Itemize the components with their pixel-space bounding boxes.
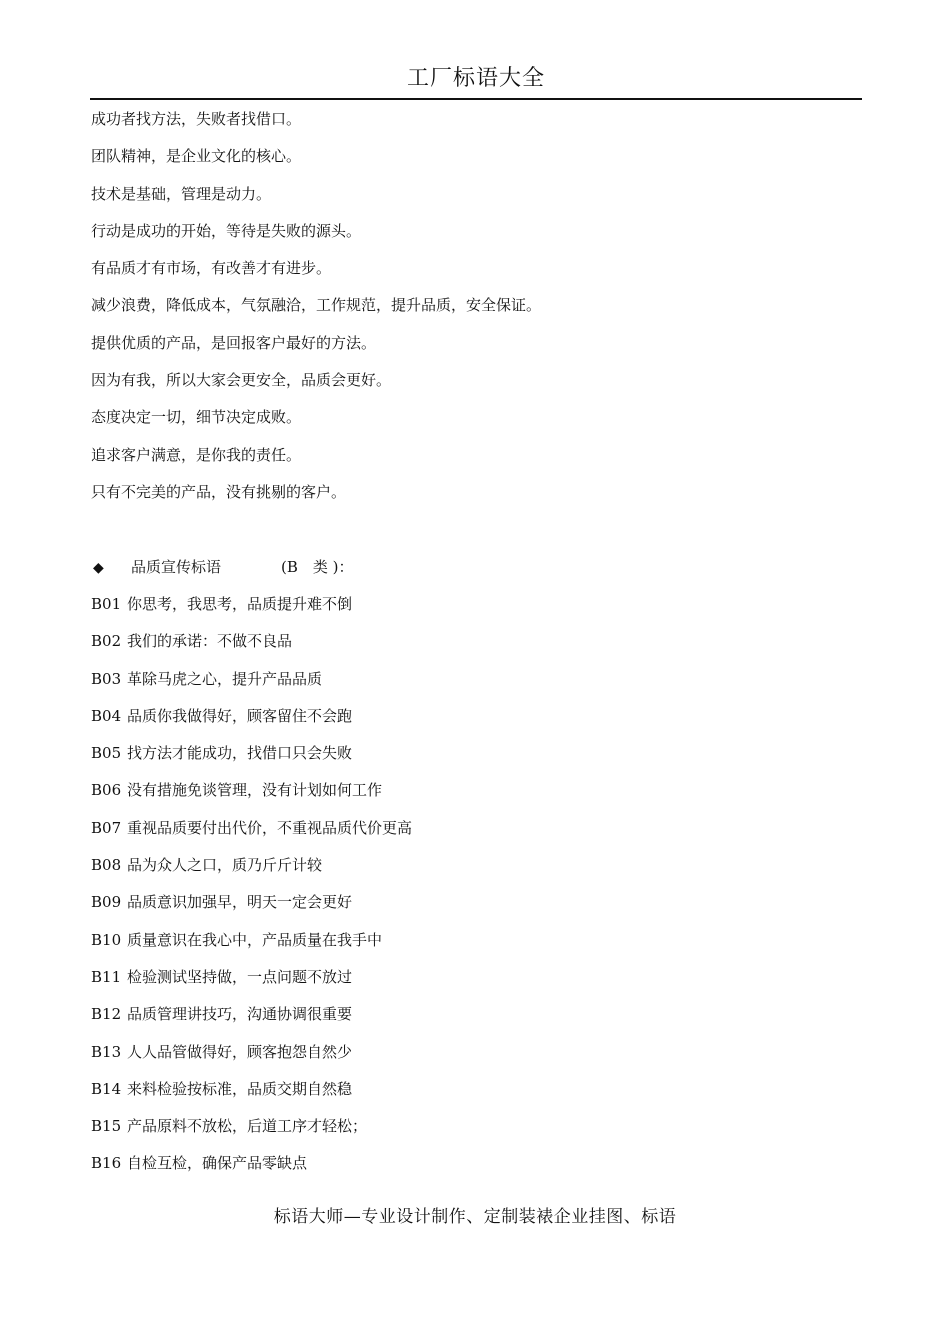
slogan-code: B03 [91, 669, 122, 688]
slogan-text: 品质意识加强早，明天一定会更好 [127, 893, 353, 912]
slogan-text: 检验测试坚持做，一点问题不放过 [127, 967, 353, 986]
slogan-code: B10 [91, 930, 122, 949]
slogan-code: B06 [91, 781, 122, 800]
slogan-code: B15 [91, 1117, 122, 1136]
page-header [90, 60, 862, 100]
slogan-code: B05 [91, 744, 122, 763]
slogan-code: B07 [91, 818, 122, 837]
b-slogan-item [91, 1150, 412, 1187]
b-slogan-item [91, 703, 412, 740]
slogan-line: 因为有我，所以大家会更安全，品质会更好。 [91, 371, 392, 390]
section-class-label: (B 类 )： [281, 558, 354, 576]
slogan-code: B01 [91, 595, 122, 613]
slogan-text: 我们的承诺：不做不良品 [127, 632, 293, 651]
slogan-text: 革除马虎之心，提升产品品质 [127, 669, 323, 688]
slogan-code: B14 [91, 1079, 122, 1098]
slogan-text: 自检互检，确保产品零缺点 [127, 1154, 308, 1173]
section-title: 品质宣传标语 [131, 558, 222, 576]
slogan-line: 行动是成功的开始，等待是失败的源头。 [91, 221, 362, 240]
b-slogan-item [91, 927, 412, 964]
slogan-code: B13 [91, 1042, 122, 1061]
slogan-code: B16 [91, 1154, 122, 1173]
page-title: 工厂标语大全 [406, 66, 545, 91]
b-slogan-item [91, 591, 412, 628]
slogan-text: 找方法才能成功，找借口只会失败 [127, 744, 353, 763]
b-slogan-item [91, 666, 412, 703]
slogan-text: 产品原料不放松，后道工序才轻松； [127, 1117, 368, 1136]
b-slogan-item [91, 740, 412, 777]
slogan-line: 技术是基础，管理是动力。 [91, 184, 272, 203]
slogan-text: 人人品管做得好，顾客抱怨自然少 [127, 1042, 353, 1061]
slogan-code: B11 [91, 967, 122, 986]
slogan-line: 追求客户满意，是你我的责任。 [91, 445, 302, 464]
b-slogan-item [91, 1039, 412, 1076]
b-slogan-item [91, 815, 412, 852]
b-slogan-item [91, 852, 412, 889]
slogan-code: B08 [91, 856, 122, 875]
slogan-code: B04 [91, 706, 122, 725]
slogan-line: 团队精神，是企业文化的核心。 [91, 147, 302, 166]
slogan-line: 态度决定一切，细节决定成败。 [91, 408, 302, 427]
b-slogan-item [91, 1076, 412, 1113]
slogan-text: 没有措施免谈管理，没有计划如何工作 [127, 781, 383, 800]
slogan-text: 重视品质要付出代价，不重视品质代价更高 [127, 818, 413, 837]
b-slogan-item [91, 889, 412, 926]
slogan-text: 你思考，我思考，品质提升难不倒 [127, 595, 353, 613]
b-slogan-item [91, 628, 412, 665]
slogan-code: B09 [91, 893, 122, 912]
section-heading [91, 554, 354, 580]
slogan-line: 成功者找方法，失败者找借口。 [91, 110, 302, 128]
b-slogan-item [91, 1001, 412, 1038]
slogan-text: 品为众人之口，质乃斤斤计较 [127, 856, 323, 875]
b-slogan-item [91, 964, 412, 1001]
b-slogan-item [91, 1113, 412, 1150]
page-footer: 标语大师—专业设计制作、定制装裱企业挂图、标语 [273, 1207, 677, 1227]
diamond-bullet-icon: ◆ [93, 560, 104, 576]
slogan-line: 只有不完美的产品，没有挑剔的客户。 [91, 482, 347, 501]
slogan-line: 提供优质的产品，是回报客户最好的方法。 [91, 333, 377, 352]
slogan-code: B02 [91, 632, 122, 651]
slogan-text: 质量意识在我心中，产品质量在我手中 [127, 930, 383, 949]
b-slogan-list [91, 591, 412, 1188]
slogan-code: B12 [91, 1005, 122, 1024]
slogan-text: 品质你我做得好，顾客留住不会跑 [127, 706, 353, 725]
b-slogan-item [91, 777, 412, 814]
slogan-text: 品质管理讲技巧，沟通协调很重要 [127, 1005, 353, 1024]
slogan-text: 来料检验按标准，品质交期自然稳 [127, 1079, 353, 1098]
slogan-line: 有品质才有市场，有改善才有进步。 [91, 259, 332, 278]
slogan-line: 减少浪费，降低成本，气氛融洽，工作规范，提升品质，安全保证。 [91, 296, 542, 315]
slogan-list [91, 106, 541, 516]
